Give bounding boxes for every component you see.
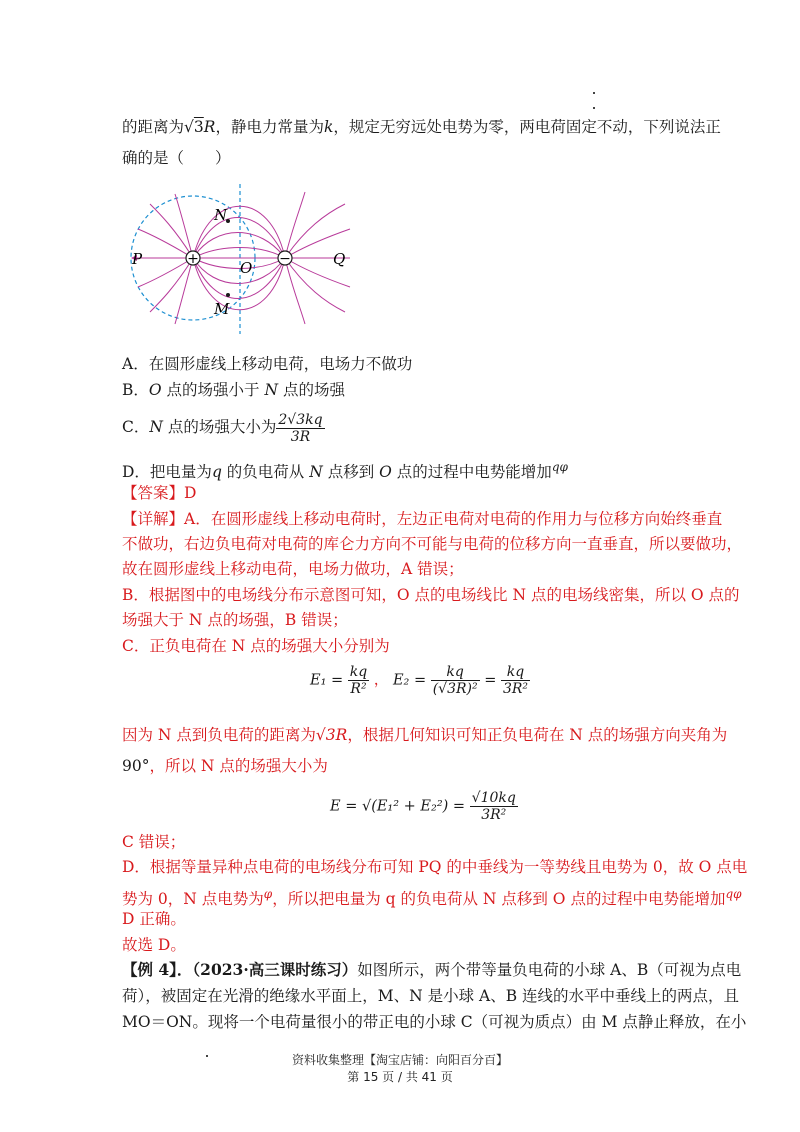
- option-C: C．N 点的场强大小为 $\frac{2√3kq}{3R}$: [122, 411, 323, 445]
- detail-d1: D．根据等量异种点电荷的电场线分布可知 PQ 的中垂线为一等势线且电势为 0，故 O 点电: [122, 858, 748, 876]
- svg-text:+: +: [187, 251, 199, 267]
- svg-text:−: −: [279, 251, 291, 267]
- footer-page-number: 第 15 页 / 共 41 页: [347, 1070, 453, 1084]
- svg-text:P: P: [132, 250, 143, 268]
- equation-E1-E2: E₁ = $\frac{kq}{\text{R²}}$ ， E₂ = $\frac{kq}{\text{(√3R)²}}$ = $\frac{kq}{\text{3R²}}$: [310, 664, 529, 697]
- point-M: [226, 293, 230, 297]
- option-D: D．把电量为q 的负电荷从 N 点移到 O 点的过程中电势能增加$^{q\varphi}$: [122, 460, 568, 481]
- svg-text:M: M: [214, 300, 230, 318]
- detail-b1: B．根据图中的电场线分布示意图可知，O 点的电场线比 N 点的电场线密集，所以 O 点的: [122, 586, 740, 604]
- question-intro-line-2: 确的是（ ）: [122, 149, 231, 167]
- detail-a1: 【详解】A．在圆形虚线上移动电荷时，左边正电荷对电荷的作用力与位移方向始终垂直: [122, 510, 723, 528]
- example4-line3: MO＝ON。现将一个电荷量很小的带正电的小球 C（可视为质点）由 M 点静止释放，在小: [122, 1013, 747, 1031]
- detail-a2: 不做功，右边负电荷对电荷的库仑力方向不可能与电荷的位移方向一直垂直，所以要做功，: [122, 535, 743, 553]
- detail-c2: 因为 N 点到负电荷的距离为√3R，根据几何知识可知正负电荷在 N 点的场强方向夹角为: [122, 726, 728, 744]
- svg-text:N: N: [214, 206, 228, 224]
- equation-E: E = √(E₁² + E₂²) = $\frac{√10kq}{\text{3R²}}$: [330, 790, 516, 823]
- corner-dot: [593, 92, 595, 94]
- option-B: B．O 点的场强小于 N 点的场强: [122, 381, 345, 399]
- svg-text:Q: Q: [333, 250, 346, 268]
- example4-line1: 【例 4】．（2023·高三课时练习）如图所示，两个带等量负电荷的小球 A、B（可视为点电: [122, 960, 742, 979]
- answer-label: 【答案】D: [122, 484, 197, 502]
- footer-source: 资料收集整理【淘宝店铺：向阳百分百】: [291, 1053, 508, 1067]
- detail-b2: 场强大于 N 点的场强，B 错误；: [122, 611, 348, 629]
- electric-field-figure: [120, 184, 360, 334]
- conclusion: 故选 D。: [122, 936, 186, 954]
- question-intro-line: 的距离为√3R，静电力常量为k，规定无穷远处电势为零，两电荷固定不动，下列说法正: [122, 118, 721, 136]
- detail-c3: 90°，所以 N 点的场强大小为: [122, 757, 328, 775]
- option-A: A．在圆形虚线上移动电荷，电场力不做功: [122, 355, 413, 373]
- svg-text:O: O: [240, 259, 253, 277]
- example4-line2: 荷），被固定在光滑的绝缘水平面上，M、N 是小球 A、B 连线的水平中垂线上的两点，且: [122, 987, 740, 1005]
- detail-c4: C 错误；: [122, 833, 186, 851]
- corner-dot: [593, 107, 595, 109]
- detail-a3: 故在圆形虚线上移动电荷，电场力做功，A 错误；: [122, 560, 464, 578]
- option-C-fraction: $\frac{2√3kq}{3R}$: [278, 411, 323, 445]
- detail-c1: C．正负电荷在 N 点的场强大小分别为: [122, 637, 390, 655]
- detail-d3: D 正确。: [122, 910, 186, 928]
- detail-d2: 势为 0，N 点电势为$^\varphi$，所以把电量为 q 的负电荷从 N 点移到 O 点的过程中电势能增加$^{q\varphi}$: [122, 887, 742, 908]
